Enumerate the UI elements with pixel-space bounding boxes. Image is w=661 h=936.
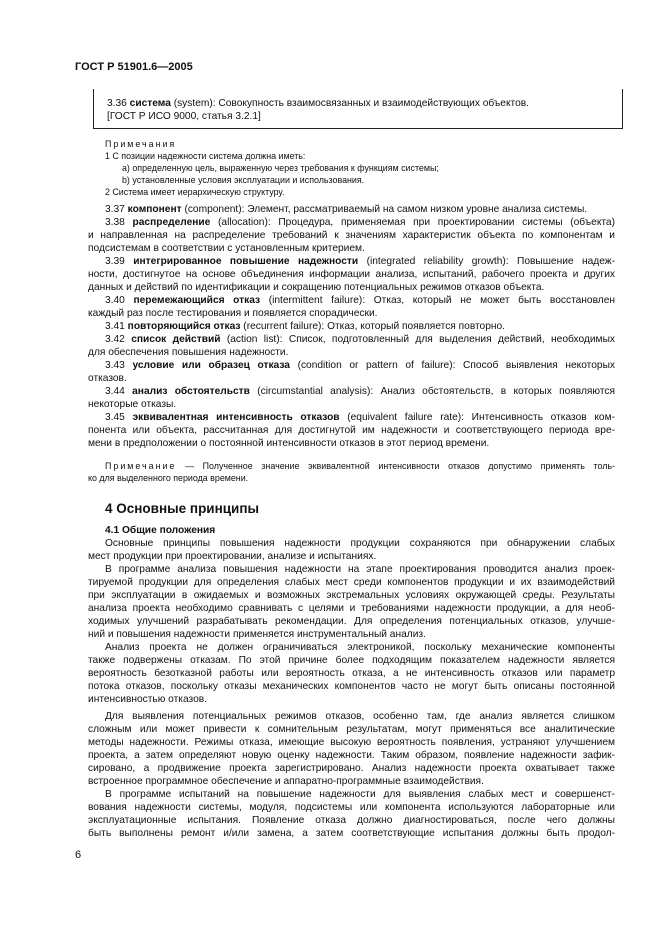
paragraph-line: Основные принципы повышения надежности продукции сохраняются при обнаружении слабых [105,538,615,549]
paragraph-line: тируемой продукции для определения слабых мест среди компонентов продукции и их взаимодействий [88,577,615,588]
term-3-38-line3: подсистемам в соответствии с установленным критерием. [88,243,365,254]
term-definition: (system): Совокупность взаимосвязанных и взаимодействующих объектов. [170,98,529,109]
paragraph-line: Для выявления потенциальных режимов отказов, особенно там, где анализ является слишком [105,711,615,722]
term-3-38-line2: и направленная на распределение требований к значениям характеристик объекта по компонентам и [88,230,615,241]
term-definition: (intermittent failure): Отказ, который не может быть восстановлен [260,295,615,306]
term-3-43 [105,360,615,372]
paragraph-line: эксплуатационные испытания. Появление отказа должно диагностироваться, после чего должны [88,815,615,826]
term-number: 3.36 [107,98,127,109]
note-1a: а) определенную цель, выраженную через требования к функциям системы; [122,163,439,173]
term-number: 3.41 [105,321,125,332]
term-number: 3.39 [105,256,125,267]
term-3-43-line2: отказов. [88,373,127,384]
term-3-44 [105,386,615,398]
term-3-44-line2: некоторые отказы. [88,399,177,410]
term-3-36 [107,98,529,109]
term-number: 3.44 [105,386,125,397]
paragraph-line: интенсивностью отказов. [88,694,207,705]
term-number: 3.43 [105,360,125,371]
term-3-40-line2: каждый раз после тестирования и появляется спорадически. [88,308,378,319]
note-1b: b) установленные условия эксплуатации и использования. [122,175,365,185]
term-definition: (component): Элемент, рассматриваемый на самом низком уровне анализа системы. [181,204,588,215]
term-definition: (recurrent failure): Отказ, который появляется повторно. [240,321,506,332]
term-number: 3.45 [105,412,125,423]
term-3-45 [105,412,615,424]
term-3-45-line2: понента или объекта, рассчитанная для достигнутой им надежности и соответствующего периода вре- [88,425,615,436]
paragraph-line: В программе анализа повышения надежности на этапе проектирования проводится анализ проек- [105,564,615,575]
paragraph-line: В программе испытаний на повышение надежности для выявления слабых мест и совершенст- [105,789,615,800]
term-word: анализ обстоятельств [132,386,250,397]
paragraph-line: проекта, а затем определяют новую оценку надежности. Таким образом, появление надежности зафик- [88,750,615,761]
note-equivalent-rate-line2: ко для выделенного периода времени. [88,473,249,483]
paragraph-line: ний и повышения надежности применяется инструментальный анализ. [88,629,426,640]
term-3-39-line3: данных и действий по идентификации и сокращению потенциальных режимов отказов объекта. [88,282,545,293]
paragraph-line: быть выполнены ремонт и/или замена, а затем соответствующие испытания должны быть продол- [88,828,615,839]
term-word: список действий [131,334,221,345]
term-definition: (integrated reliability growth): Повышение надеж- [358,256,615,267]
term-number: 3.38 [105,217,125,228]
subsection-heading: 4.1 Общие положения [105,525,216,536]
paragraph-line: вования надежности системы, модуля, подсистемы или компонента используются лабораторные или [88,802,615,813]
paragraph-line: потока отказов, поскольку отказы механических компонентов часто не могут быть описаны постоянной [88,681,615,692]
term-3-45-line3: мени в предположении о постоянной интенсивности отказов в этот период времени. [88,438,490,449]
page-number: 6 [75,849,82,861]
note-text: — Полученное значение эквивалентной интенсивности отказов допустимо применять толь- [176,461,615,471]
term-word: перемежающийся отказ [133,295,261,306]
term-3-41 [105,321,505,333]
paragraph-line: сложным или может привести к сомнительным результатам, могут применяться все аналитические [88,724,615,735]
term-3-38 [105,217,615,229]
term-word: повторяющийся отказ [127,321,241,332]
paragraph-line: встроенное программное обеспечение и аппаратно-программные взаимодействия. [88,776,484,787]
term-3-39 [105,256,615,268]
term-3-37 [105,204,587,216]
term-definition: (circumstantial analysis): Анализ обстоятельств, в которых появляются [249,386,615,397]
paragraph-line: также подвержены отказам. По этой причине более подходящим показателем надежности является [88,655,615,666]
term-number: 3.37 [105,204,125,215]
section-heading: 4 Основные принципы [105,501,260,516]
definition-box [93,89,623,129]
term-word: система [129,98,171,109]
note-2: 2 Система имеет иерархическую структуру. [105,187,285,197]
paragraph-line: Анализ проекта не должен ограничиваться электроникой, поскольку механические компоненты [105,642,615,653]
note-label: Примечание [105,461,177,471]
term-word: эквивалентная интенсивность отказов [132,412,340,423]
paragraph-line: сировано, а продвижение проекта зарегистрировано. Анализ надежности проекта охватывает также [88,763,615,774]
term-definition: (equivalent failure rate): Интенсивность отказов ком- [339,412,615,423]
paragraph-line: методы надежности. Режимы отказа, имеющие высокую вероятность появления, устраняют улучшением [88,737,615,748]
term-definition: (action list): Список, подготовленный для выделения действий, необходимых [220,334,615,345]
term-definition: (condition or pattern of failure): Способ выявления некоторых [289,360,615,371]
paragraph-line: при эксплуатации в ожидаемых и возможных экстремальных условиях окружающей среды. Результаты [88,590,615,601]
paragraph-line: мест продукции при проектировании, анализе и испытаниях. [88,551,377,562]
term-word: интегрированное повышение надежности [133,256,359,267]
paragraph-line: анализа проекта необходимо сравнивать с целями и требованиями надежности продукции, а для необ- [88,603,615,614]
note-1: 1 С позиции надежности система должна иметь: [105,151,306,161]
term-word: распределение [132,217,211,228]
paragraph-line: ходимых улучшений разрабатывать рекомендации. Для определения потенциальных отказов, улучше- [88,616,615,627]
term-3-42 [105,334,615,346]
paragraph-line: вероятность безотказной работы или вероятность отказа, а не интенсивность отказов или параметр [88,668,615,679]
term-source: [ГОСТ Р ИСО 9000, статья 3.2.1] [107,111,261,122]
document-header: ГОСТ Р 51901.6—2005 [75,61,193,73]
term-3-39-line2: ности, достигнутое на основе объединения информации анализа, испытаний, рабочего проекта и других [88,269,615,280]
note-equivalent-rate [105,460,615,472]
notes-title: Примечания [105,139,177,149]
term-definition: (allocation): Процедура, применяемая при проектировании системы (объекта) [210,217,615,228]
term-3-40 [105,295,615,307]
term-3-42-line2: для обеспечения повышения надежности. [88,347,289,358]
term-number: 3.42 [105,334,125,345]
term-number: 3.40 [105,295,125,306]
term-word: компонент [127,204,182,215]
term-word: условие или образец отказа [132,360,290,371]
